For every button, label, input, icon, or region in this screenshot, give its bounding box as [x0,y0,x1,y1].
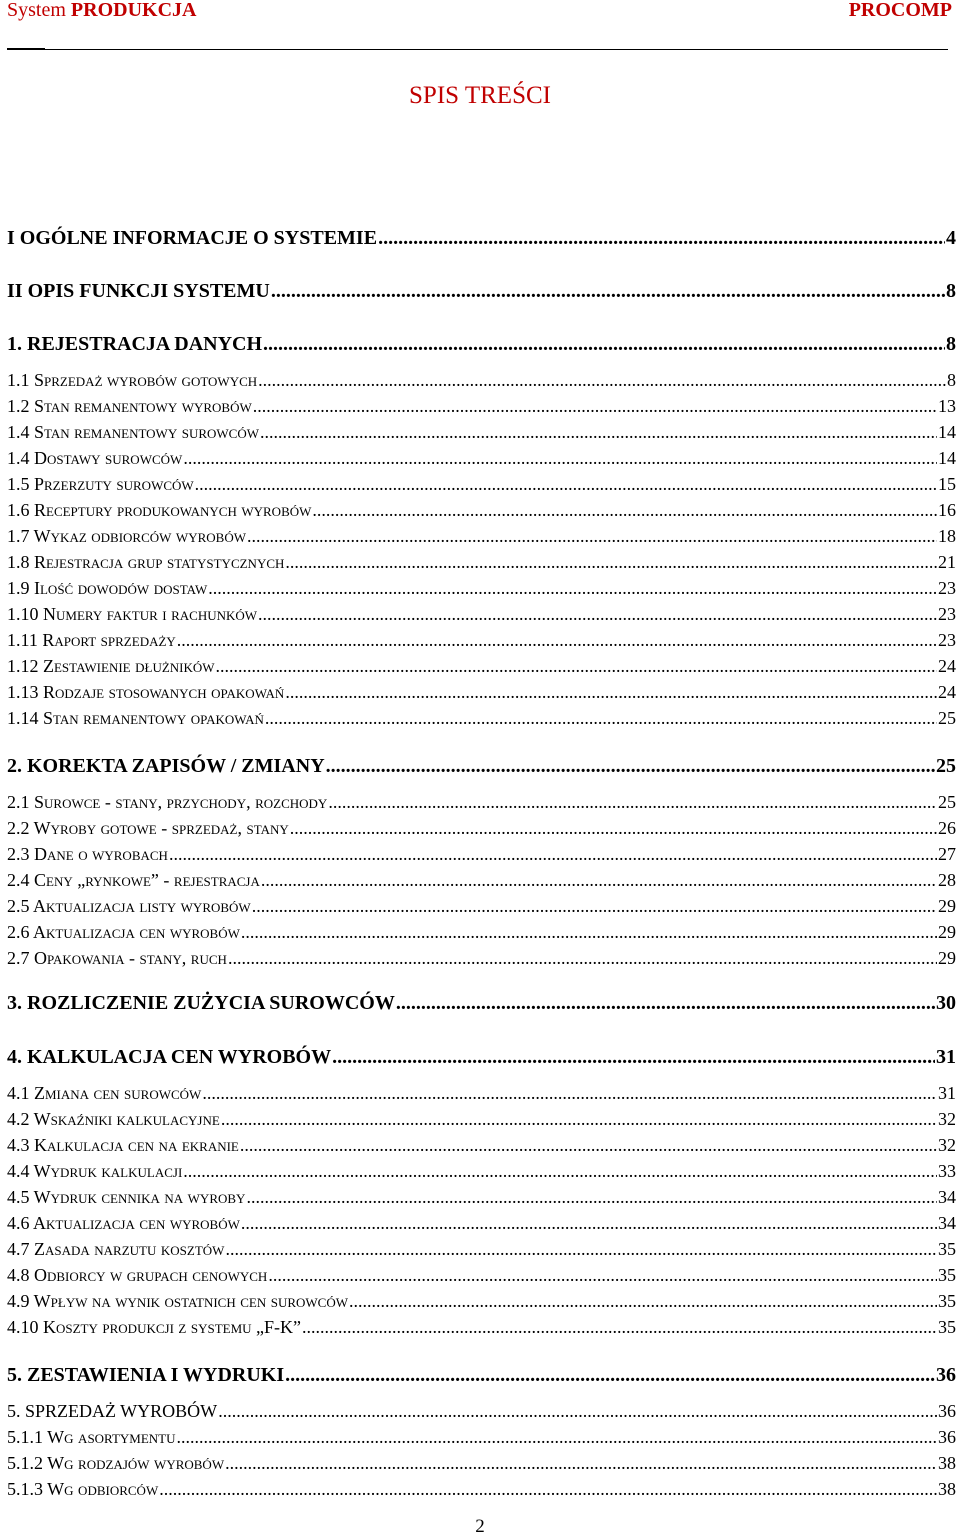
toc-entry-leader [271,281,945,301]
toc-entry-label: 4.10 Koszty produkcji z systemu „F-K” [7,1317,302,1337]
toc-entry-label: 1.9 Ilość dowodów dostaw [7,578,208,598]
toc-entry-leader [326,756,935,776]
toc-entry-leader [183,1162,937,1180]
toc-entry-label: 1.13 Rodzaje stosowanych opakowań [7,682,285,702]
toc-entry[interactable] [7,228,956,248]
toc-entry-leader [268,1266,937,1284]
toc-entry-page: 25 [938,792,956,812]
toc-entry-page: 23 [938,578,956,598]
toc-entry-label: 5. ZESTAWIENIA I WYDRUKI [7,1364,285,1386]
toc-entry-label: 1.4 Dostawy surowców [7,448,183,468]
toc-entry-label: 1.7 Wykaz odbiorców wyrobów [7,526,246,546]
toc-entry-label: 2.7 Opakowania - stany, ruch [7,948,227,968]
toc-entry-page: 23 [938,604,956,624]
toc-entry-page: 8 [947,370,956,390]
toc-entry-label: 1. REJESTRACJA DANYCH [7,333,263,355]
toc-entry-leader [247,527,937,545]
page-header [7,0,952,28]
toc-entry-label: 1.4 Stan remanentowy surowców [7,422,259,442]
toc-entry-page: 25 [938,708,956,728]
toc-entry-label: 5. SPRZEDAŻ WYROBÓW [7,1401,218,1421]
toc-entry-leader [202,1084,937,1102]
toc-entry-page: 34 [938,1213,956,1233]
toc-entry-page: 28 [938,870,956,890]
toc-entry[interactable] [7,527,956,545]
toc-entry-page: 14 [938,448,956,468]
toc-entry-leader [169,845,937,863]
toc-entry[interactable] [7,371,956,389]
toc-entry-label: 4.6 Aktualizacja cen wyrobów [7,1213,240,1233]
toc-entry-leader [258,371,946,389]
toc-entry[interactable] [7,1480,956,1498]
toc-entry-page: 35 [938,1239,956,1259]
toc-entry-label: 1.8 Rejestracja grup statystycznych [7,552,285,572]
page-number: 2 [475,1516,485,1537]
toc-entry[interactable] [7,897,956,915]
header-left-product: PRODUKCJA [70,0,197,21]
toc-entry[interactable] [7,793,956,811]
toc-entry-label: 2.5 Aktualizacja listy wyrobów [7,896,251,916]
toc-entry-label: 4.3 Kalkulacja cen na ekranie [7,1135,239,1155]
toc-entry[interactable] [7,1188,956,1206]
toc-entry-page: 4 [946,227,956,249]
toc-entry-page: 31 [936,1046,956,1068]
toc-entry-page: 36 [938,1427,956,1447]
toc-entry-leader [332,1047,935,1067]
toc-entry-leader [328,793,937,811]
toc-entry[interactable] [7,819,956,837]
toc-entry[interactable] [7,475,956,493]
toc-entry[interactable] [7,1402,956,1420]
header-rule [7,49,948,50]
toc-entry-page: 16 [938,500,956,520]
toc-entry-page: 29 [938,896,956,916]
toc-entry-label: 4. KALKULACJA CEN WYROBÓW [7,1046,332,1068]
toc-entry-label: 5.1.2 Wg rodzajów wyrobów [7,1453,225,1473]
toc-entry-page: 35 [938,1265,956,1285]
toc-entry-label: 1.11 Raport sprzedaży [7,630,176,650]
toc-entry[interactable] [7,709,956,727]
toc-entry-page: 25 [936,755,956,777]
toc-entry-label: 1.1 Sprzedaż wyrobów gotowych [7,370,258,390]
page-title: SPIS TREŚCI [409,82,551,109]
toc-entry-page: 32 [938,1135,956,1155]
toc-entry-leader [312,501,937,519]
toc-entry-label: 4.4 Wydruk kalkulacji [7,1161,183,1181]
toc-entry-page: 33 [938,1161,956,1181]
toc-entry[interactable] [7,871,956,889]
toc-entry-leader [183,449,937,467]
toc-entry-leader [159,1480,937,1498]
toc-entry[interactable] [7,449,956,467]
toc-entry-label: 1.6 Receptury produkowanych wyrobów [7,500,312,520]
toc-entry-label: 1.14 Stan remanentowy opakowań [7,708,264,728]
toc-entry-page: 30 [936,992,956,1014]
toc-entry-leader [195,475,937,493]
toc-entry-leader [258,605,937,623]
toc-entry-leader [252,897,937,915]
toc-entry-leader [216,657,937,675]
toc-entry[interactable] [7,423,956,441]
toc-entry-leader [241,1214,937,1232]
toc-entry-label: 2.4 Ceny „rynkowe” - rejestracja [7,870,260,890]
toc-entry-label: 4.5 Wydruk cennika na wyroby [7,1187,246,1207]
toc-entry-leader [285,1365,935,1385]
toc-entry-label: 4.9 Wpływ na wynik ostatnich cen surowców [7,1291,348,1311]
toc-entry-page: 26 [938,818,956,838]
toc-entry-leader [349,1292,937,1310]
toc-entry-page: 34 [938,1187,956,1207]
toc-entry-leader [246,1188,937,1206]
toc-entry-page: 35 [938,1291,956,1311]
toc-entry[interactable] [7,1084,956,1102]
toc-entry-leader [302,1318,937,1336]
toc-entry-label: 5.1.1 Wg asortymentu [7,1427,176,1447]
toc-entry-leader [396,993,935,1013]
toc-entry[interactable] [7,1136,956,1154]
toc-entry-page: 24 [938,682,956,702]
toc-entry[interactable] [7,657,956,675]
toc-entry[interactable] [7,923,956,941]
toc-entry-leader [177,1428,938,1446]
toc-entry-page: 38 [938,1479,956,1499]
toc-entry-leader [225,1240,937,1258]
toc-entry[interactable] [7,1266,956,1284]
toc-entry[interactable] [7,1110,956,1128]
toc-entry-label: 2.3 Dane o wyrobach [7,844,168,864]
toc-entry-leader [221,1110,937,1128]
toc-entry[interactable] [7,1365,956,1385]
toc-entry-page: 29 [938,922,956,942]
toc-entry-page: 23 [938,630,956,650]
toc-entry-label: 1.2 Stan remanentowy wyrobów [7,396,252,416]
toc-entry-page: 13 [938,396,956,416]
toc-entry[interactable] [7,845,956,863]
toc-entry-leader [208,579,937,597]
toc-entry-page: 14 [938,422,956,442]
toc-entry[interactable] [7,334,956,354]
toc-entry[interactable] [7,1240,956,1258]
toc-entry-leader [290,819,937,837]
toc-entry[interactable] [7,683,956,701]
toc-entry-label: 2.1 Surowce - stany, przychody, rozchody [7,792,328,812]
toc-entry-label: II OPIS FUNKCJI SYSTEMU [7,280,270,302]
toc-entry-label: 3. ROZLICZENIE ZUŻYCIA SUROWCÓW [7,992,395,1014]
toc-entry-page: 8 [946,280,956,302]
toc-entry[interactable] [7,993,956,1013]
header-right: PROCOMP [848,0,952,21]
toc-entry[interactable] [7,949,956,967]
toc-entry[interactable] [7,1214,956,1232]
toc-entry-page: 36 [936,1364,956,1386]
toc-entry-leader [228,949,937,967]
toc-entry[interactable] [7,553,956,571]
toc-entry-leader [240,1136,937,1154]
toc-entry[interactable] [7,1292,956,1310]
toc-entry-page: 29 [938,948,956,968]
toc-entry[interactable] [7,605,956,623]
toc-entry-label: 1.5 Przerzuty surowców [7,474,194,494]
toc-entry[interactable] [7,631,956,649]
toc-entry[interactable] [7,1454,956,1472]
toc-entry[interactable] [7,579,956,597]
toc-entry-page: 35 [938,1317,956,1337]
header-left-prefix: System [7,0,71,21]
toc-entry[interactable] [7,501,956,519]
toc-entry-leader [263,334,945,354]
toc-entry-leader [241,923,937,941]
toc-entry-page: 27 [938,844,956,864]
toc-entry-label: 4.1 Zmiana cen surowców [7,1083,202,1103]
toc-entry-label: 1.10 Numery faktur i rachunków [7,604,258,624]
toc-entry-label: 1.12 Zestawienie dłużników [7,656,215,676]
toc-entry-label: 2. KOREKTA ZAPISÓW / ZMIANY [7,755,325,777]
toc-entry-page: 15 [938,474,956,494]
toc-entry-leader [285,553,937,571]
toc-entry[interactable] [7,1162,956,1180]
toc-entry-page: 36 [938,1401,956,1421]
toc-entry-page: 32 [938,1109,956,1129]
toc-entry-leader [261,871,937,889]
toc-entry-leader [285,683,937,701]
toc-entry-page: 18 [938,526,956,546]
toc-entry[interactable] [7,1047,956,1067]
toc-entry-leader [260,423,937,441]
toc-entry[interactable] [7,1428,956,1446]
toc-entry-leader [177,631,937,649]
toc-entry-leader [253,397,937,415]
toc-entry-label: 2.2 Wyroby gotowe - sprzedaż, stany [7,818,289,838]
toc-entry-leader [225,1454,937,1472]
toc-entry-label: 4.8 Odbiorcy w grupach cenowych [7,1265,268,1285]
toc-entry[interactable] [7,1318,956,1336]
toc-entry-page: 21 [938,552,956,572]
toc-entry-label: 4.2 Wskaźniki kalkulacyjne [7,1109,220,1129]
toc-entry[interactable] [7,397,956,415]
toc-entry-label: 4.7 Zasada narzutu kosztów [7,1239,225,1259]
toc-entry[interactable] [7,281,956,301]
toc-entry-label: I OGÓLNE INFORMACJE O SYSTEMIE [7,227,378,249]
toc-entry-page: 31 [938,1083,956,1103]
toc-entry[interactable] [7,756,956,776]
toc-entry-leader [265,709,937,727]
toc-entry-label: 5.1.3 Wg odbiorców [7,1479,159,1499]
toc-entry-label: 2.6 Aktualizacja cen wyrobów [7,922,240,942]
toc-entry-page: 8 [946,333,956,355]
toc-entry-leader [218,1402,937,1420]
toc-entry-page: 24 [938,656,956,676]
toc-entry-page: 38 [938,1453,956,1473]
header-left [7,0,196,22]
toc-entry-leader [378,228,945,248]
